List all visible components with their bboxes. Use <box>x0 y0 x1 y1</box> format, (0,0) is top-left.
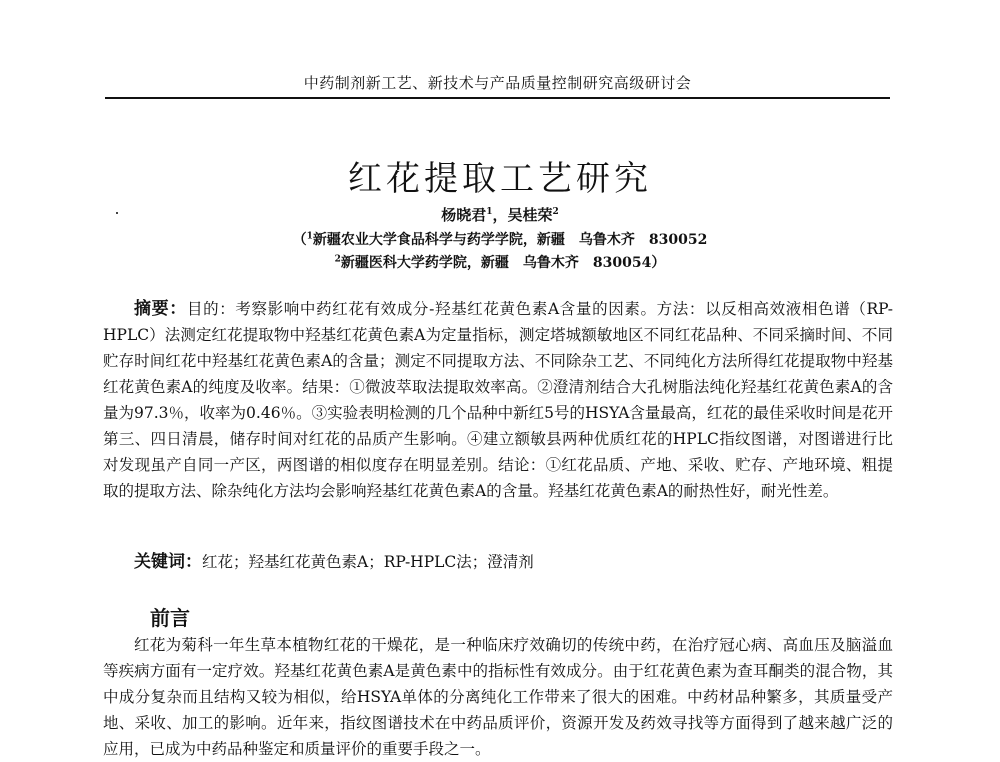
keywords-line <box>103 549 893 575</box>
abstract-text: 目的：考察影响中药红花有效成分-羟基红花黄色素A含量的因素。方法：以反相高效液相色谱（RP-HPLC）法测定红花提取物中羟基红花黄色素A为定量指标，测定塔城额敏地区不同红花品种、不同采摘时间、不同贮存时间红花中羟基红花黄色素A的含量；测定不同提取方法、不同除杂工艺、不同纯化方法所得红花提取物中羟基红花黄色素A的纯度及收率。结果：①微波萃取法提取效率高。②澄清剂结合大孔树脂法纯化羟基红花黄色素A的含量为97.3％，收率为0.46％。③实验表明检测的几个品种中新红5号的HSYA含量最高，红花的最佳采收时间是花开第三、四日清晨，储存时间对红花的品质产生影响。④建立额敏县两种优质红花的HPLC指纹图谱，对图谱进行比对发现虽产自同一产区，两图谱的相似度存在明显差别。结论：①红花品质、产地、采收、贮存、产地环境、粗提取的提取方法、除杂纯化方法均会影响羟基红花黄色素A的含量。羟基红花黄色素A的耐热性好，耐光性差。 <box>103 300 893 500</box>
keywords-text: 红花；羟基红花黄色素A；RP-HPLC法；澄清剂 <box>202 553 534 571</box>
affiliation-text: 新疆医科大学药学院，新疆 乌鲁木齐 830054） <box>340 255 666 271</box>
section-heading: 前言 <box>150 606 190 630</box>
author-superscript: 2 <box>552 207 559 217</box>
author-name: 杨晓君 <box>441 206 487 224</box>
body-paragraph: 红花为菊科一年生草本植物红花的干燥花，是一种临床疗效确切的传统中药，在治疗冠心病、高血压及脑溢血等疾病方面有一定疗效。羟基红花黄色素A是黄色素中的指标性有效成分。由于红花黄色素为查耳酮类的混合物，其中成分复杂而且结构又较为相似，给HSYA单体的分离纯化工作带来了很大的困难。中药材品种繁多，其质量受产地、采收、加工的影响。近年来，指纹图谱技术在中药品质评价，资源开发及药效寻找等方面得到了越来越广泛的应用，已成为中药品种鉴定和质量评价的重要手段之一。 <box>103 636 893 758</box>
affiliation-1 <box>0 229 1000 249</box>
affiliation-2 <box>0 252 1000 272</box>
keywords-label: 关键词： <box>134 552 202 572</box>
author-separator: ， <box>492 206 508 224</box>
author-superscript: 1 <box>486 207 493 217</box>
header-rule <box>105 97 890 99</box>
abstract-label: 摘要： <box>134 299 187 319</box>
affiliation-text: 新疆农业大学食品科学与药学学院，新疆 乌鲁木齐 830052 <box>312 232 708 248</box>
author-line <box>0 204 1000 225</box>
affiliation-open-paren: （ <box>292 232 307 248</box>
affiliation-superscript: 1 <box>306 231 313 242</box>
paper-title: 红花提取工艺研究 <box>348 158 652 199</box>
affiliation-superscript: 2 <box>334 254 341 265</box>
conference-header: 中药制剂新工艺、新技术与产品质量控制研究高级研讨会 <box>303 74 692 92</box>
author-name: 吴桂荣 <box>507 206 553 224</box>
abstract-paragraph <box>103 296 893 504</box>
